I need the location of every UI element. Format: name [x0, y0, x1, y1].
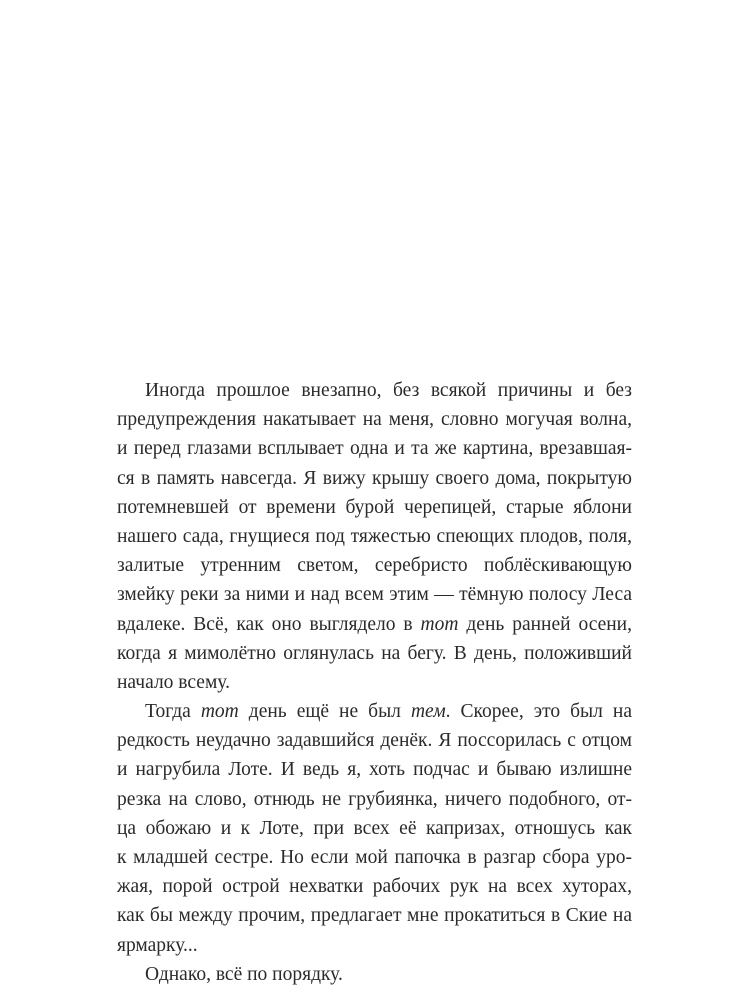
italic-emphasis: тот — [420, 613, 459, 635]
text-line: змейку реки за ними и над всем этим — тёмную полосу Леса — [117, 584, 632, 606]
text-line: и перед глазами всплывает одна и та же картина, врезавшая- — [117, 438, 632, 460]
text-line: резка на слово, отнюдь не грубиянка, ничего подобного, от- — [117, 788, 632, 810]
text-line: как бы между прочим, предлагает мне прокатиться в Ские на — [117, 905, 632, 927]
text-line: Иногда прошлое внезапно, без всякой причины и без — [145, 380, 632, 401]
text-line: потемневшей от времени бурой черепицей, старые яблони — [117, 496, 632, 518]
text-line: Однако, всё по порядку. — [145, 963, 343, 985]
italic-emphasis: тем — [410, 701, 446, 723]
body-text — [117, 376, 632, 989]
text-line: нашего сада, гнущиеся под тяжестью спеющих плодов, поля, — [117, 525, 632, 547]
text-line: и нагрубила Лоте. И ведь я, хоть подчас и бываю излишне — [117, 759, 632, 781]
text-line: предупреждения накатывает на меня, словно могучая волна, — [117, 409, 632, 431]
text-line: залитые утренним светом, серебристо поблёскивающую — [117, 555, 632, 577]
text-line: редкость неудачно задавшийся денёк. Я поссорилась с отцом — [117, 730, 632, 752]
text-line: жая, порой острой нехватки рабочих рук на всех хуторах, — [117, 876, 632, 898]
text-line: вдалеке. Всё, как оно выглядело в тот день ранней осени, — [117, 613, 632, 635]
italic-emphasis: тот — [200, 701, 239, 723]
text-line: ца обожаю и к Лоте, при всех её капризах, отношусь как — [117, 817, 632, 839]
text-line: начало всему. — [117, 671, 230, 693]
text-line: когда я мимолётно оглянулась на бегу. В день, положивший — [117, 642, 632, 664]
text-line: ярмарку... — [117, 934, 198, 956]
text-line: Тогда тот день ещё не был тем. Скорее, это был на — [145, 701, 633, 723]
text-line: к младшей сестре. Но если мой папочка в разгар сбора уро- — [117, 847, 632, 868]
text-line: ся в память навсегда. Я вижу крышу своего дома, покрытую — [117, 467, 632, 489]
